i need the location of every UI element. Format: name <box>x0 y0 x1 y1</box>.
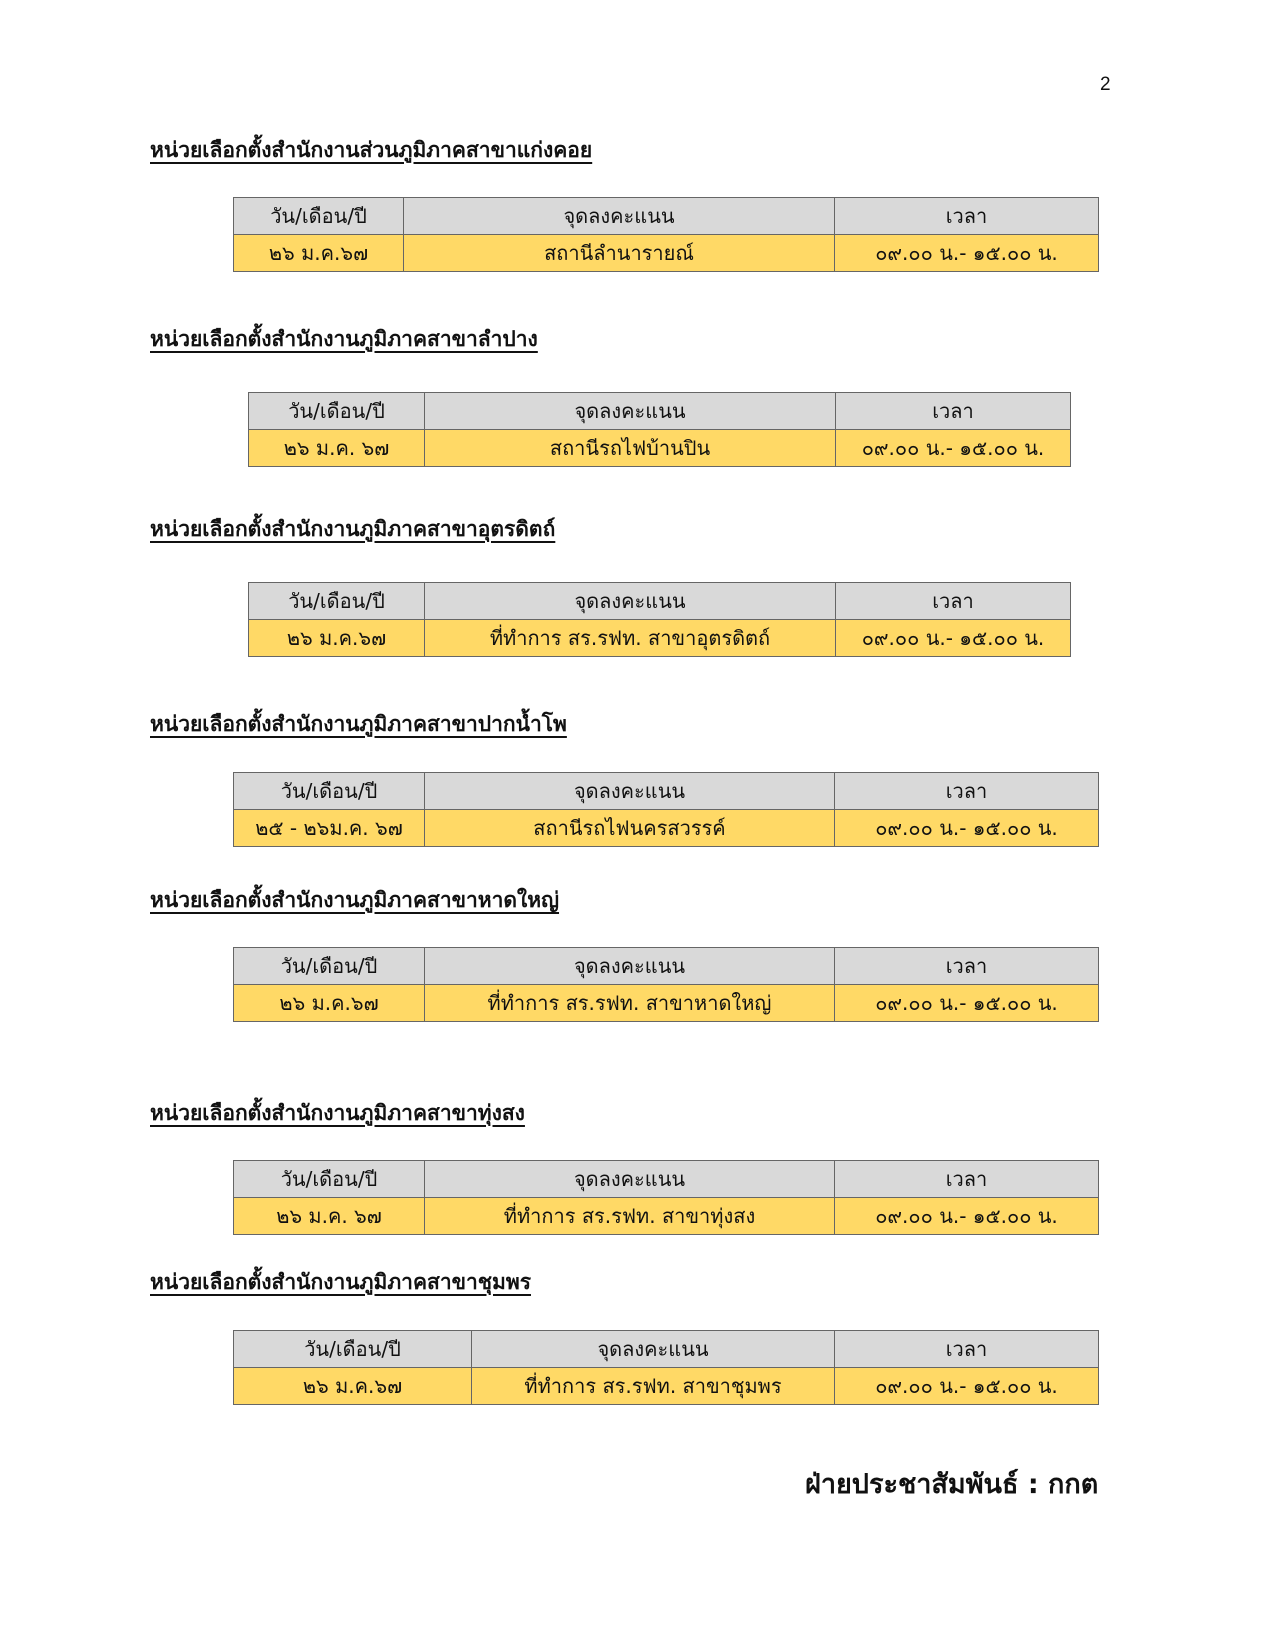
cell-date: ๒๖ ม.ค.๖๗ <box>234 1368 472 1405</box>
cell-date: ๒๖ ม.ค.๖๗ <box>249 620 425 657</box>
table-header-row <box>249 583 1071 620</box>
schedule-table <box>233 1160 1099 1235</box>
header-place: จุดลงคะแนน <box>472 1331 835 1368</box>
table-header-row <box>249 393 1071 430</box>
section-heading: หน่วยเลือกตั้งสำนักงานภูมิภาคสาขาปากน้ำโพ <box>150 712 567 736</box>
schedule-table <box>233 197 1099 272</box>
section-heading: หน่วยเลือกตั้งสำนักงานภูมิภาคสาขาลำปาง <box>150 327 538 351</box>
cell-time: ๐๙.๐๐ น.- ๑๕.๐๐ น. <box>835 235 1099 272</box>
cell-time: ๐๙.๐๐ น.- ๑๕.๐๐ น. <box>835 810 1099 847</box>
header-date: วัน/เดือน/ปี <box>234 773 425 810</box>
header-date: วัน/เดือน/ปี <box>234 948 425 985</box>
table-row <box>234 810 1099 847</box>
header-date: วัน/เดือน/ปี <box>234 198 404 235</box>
header-time: เวลา <box>835 773 1099 810</box>
header-date: วัน/เดือน/ปี <box>249 393 425 430</box>
cell-place: สถานีรถไฟนครสวรรค์ <box>425 810 835 847</box>
cell-time: ๐๙.๐๐ น.- ๑๕.๐๐ น. <box>836 620 1071 657</box>
cell-place: ที่ทำการ สร.รฟท. สาขาชุมพร <box>472 1368 835 1405</box>
section-heading: หน่วยเลือกตั้งสำนักงานภูมิภาคสาขาอุตรดิตถ์ <box>150 517 556 541</box>
footer-signature: ฝ่ายประชาสัมพันธ์ : กกต <box>805 1469 1099 1500</box>
header-time: เวลา <box>836 393 1071 430</box>
table-header-row <box>234 948 1099 985</box>
table-row <box>234 235 1099 272</box>
table-row <box>249 620 1071 657</box>
section-heading: หน่วยเลือกตั้งสำนักงานส่วนภูมิภาคสาขาแก่งคอย <box>150 138 593 162</box>
table-row <box>249 430 1071 467</box>
header-date: วัน/เดือน/ปี <box>234 1331 472 1368</box>
header-place: จุดลงคะแนน <box>404 198 835 235</box>
header-time: เวลา <box>835 1161 1099 1198</box>
section-heading: หน่วยเลือกตั้งสำนักงานภูมิภาคสาขาหาดใหญ่ <box>150 888 560 912</box>
cell-time: ๐๙.๐๐ น.- ๑๕.๐๐ น. <box>835 1368 1099 1405</box>
header-time: เวลา <box>835 948 1099 985</box>
table-row <box>234 985 1099 1022</box>
cell-place: สถานีรถไฟบ้านปิน <box>425 430 836 467</box>
table-header-row <box>234 1161 1099 1198</box>
schedule-table <box>248 582 1071 657</box>
header-place: จุดลงคะแนน <box>425 393 836 430</box>
header-date: วัน/เดือน/ปี <box>249 583 425 620</box>
schedule-table <box>233 772 1099 847</box>
cell-place: ที่ทำการ สร.รฟท. สาขาหาดใหญ่ <box>425 985 835 1022</box>
section-heading: หน่วยเลือกตั้งสำนักงานภูมิภาคสาขาทุ่งสง <box>150 1101 525 1125</box>
cell-place: ที่ทำการ สร.รฟท. สาขาอุตรดิตถ์ <box>425 620 836 657</box>
cell-date: ๒๖ ม.ค. ๖๗ <box>249 430 425 467</box>
schedule-table <box>233 947 1099 1022</box>
cell-date: ๒๖ ม.ค.๖๗ <box>234 235 404 272</box>
cell-date: ๒๖ ม.ค. ๖๗ <box>234 1198 425 1235</box>
cell-time: ๐๙.๐๐ น.- ๑๕.๐๐ น. <box>835 985 1099 1022</box>
cell-place: ที่ทำการ สร.รฟท. สาขาทุ่งสง <box>425 1198 835 1235</box>
table-header-row <box>234 1331 1099 1368</box>
header-place: จุดลงคะแนน <box>425 948 835 985</box>
schedule-table <box>233 1330 1099 1405</box>
cell-date: ๒๖ ม.ค.๖๗ <box>234 985 425 1022</box>
cell-date: ๒๕ - ๒๖ม.ค. ๖๗ <box>234 810 425 847</box>
table-row <box>234 1198 1099 1235</box>
header-place: จุดลงคะแนน <box>425 583 836 620</box>
table-row <box>234 1368 1099 1405</box>
schedule-table <box>248 392 1071 467</box>
page-number: 2 <box>1100 74 1111 95</box>
header-time: เวลา <box>835 1331 1099 1368</box>
cell-place: สถานีลำนารายณ์ <box>404 235 835 272</box>
table-header-row <box>234 773 1099 810</box>
cell-time: ๐๙.๐๐ น.- ๑๕.๐๐ น. <box>836 430 1071 467</box>
cell-time: ๐๙.๐๐ น.- ๑๕.๐๐ น. <box>835 1198 1099 1235</box>
table-header-row <box>234 198 1099 235</box>
header-place: จุดลงคะแนน <box>425 1161 835 1198</box>
header-place: จุดลงคะแนน <box>425 773 835 810</box>
header-date: วัน/เดือน/ปี <box>234 1161 425 1198</box>
section-heading: หน่วยเลือกตั้งสำนักงานภูมิภาคสาขาชุมพร <box>150 1270 531 1294</box>
header-time: เวลา <box>835 198 1099 235</box>
header-time: เวลา <box>836 583 1071 620</box>
